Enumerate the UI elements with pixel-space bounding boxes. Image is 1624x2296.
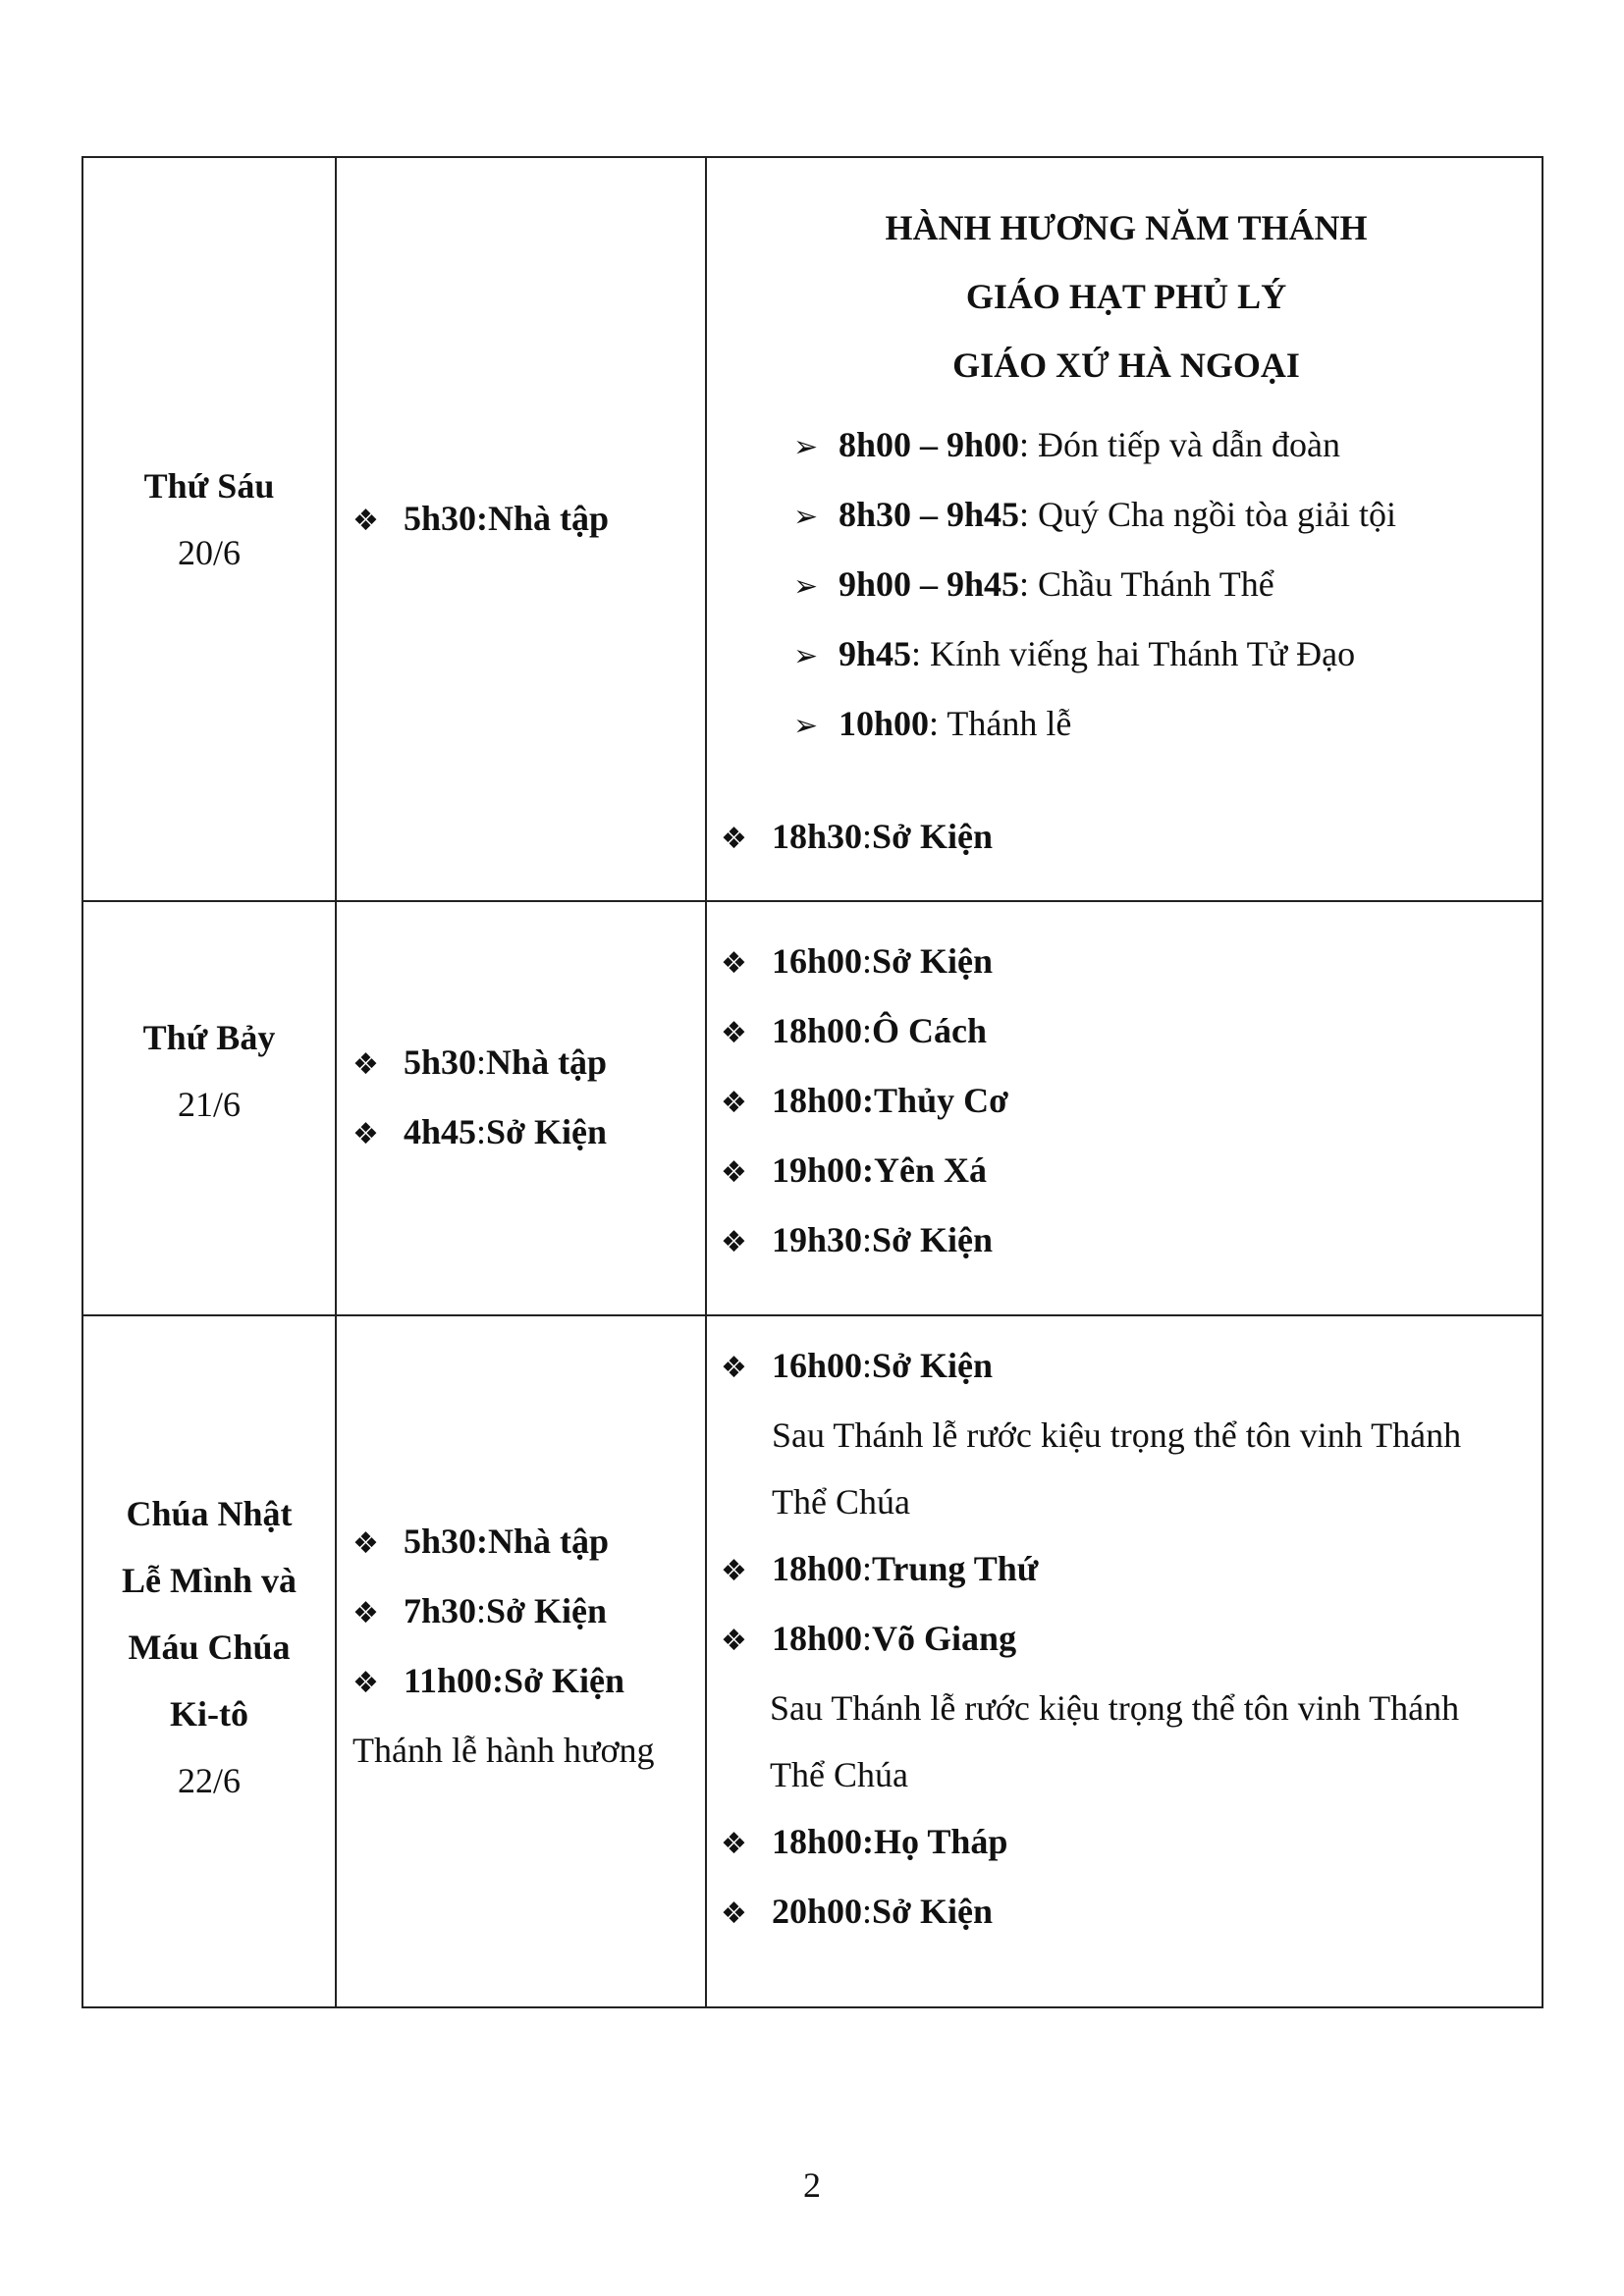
list-item: ❖ 5h30 : Nhà tập	[352, 485, 705, 555]
mass-note: Thánh lễ hành hương	[352, 1731, 655, 1770]
diamond-bullet-icon: ❖	[721, 1224, 747, 1259]
list-item: ❖ 5h30 : Nhà tập	[352, 1029, 705, 1098]
day-cell	[82, 901, 336, 1315]
list-item: ❖ 18h30 : Sở Kiện	[721, 803, 1532, 873]
day-date: 21/6	[177, 1085, 241, 1124]
day-cell	[82, 1315, 336, 2007]
day-date: 22/6	[177, 1760, 241, 1800]
table-row	[82, 157, 1543, 901]
morning-cell	[336, 157, 706, 901]
day-name-line: Máu Chúa	[128, 1627, 291, 1667]
arrowhead-bullet-icon: ➢	[793, 500, 819, 534]
diamond-bullet-icon: ❖	[721, 1154, 747, 1190]
list-item: ❖ 5h30 : Nhà tập	[352, 1508, 705, 1577]
arrowhead-bullet-icon: ➢	[793, 569, 819, 604]
day-cell	[82, 157, 336, 901]
list-item: ❖ 18h00 : Ô Cách	[721, 997, 1532, 1067]
list-item: ❖ 16h00 : Sở Kiện	[721, 928, 1532, 997]
list-item: ❖ 4h45 : Sở Kiện	[352, 1098, 705, 1168]
diamond-bullet-icon: ❖	[721, 1085, 747, 1120]
diamond-bullet-icon: ❖	[721, 1827, 747, 1861]
list-item: ➢ 9h45 : Kính viếng hai Thánh Tử Đạo	[793, 620, 1532, 690]
list-item: ➢ 8h30 – 9h45 : Quý Cha ngồi tòa giải tội	[793, 481, 1532, 551]
diamond-bullet-icon: ❖	[721, 822, 747, 856]
procession-note: Sau Thánh lễ rước kiệu trọng thể tôn vinh Thánh Thể Chúa	[772, 1415, 1462, 1522]
diamond-bullet-icon: ❖	[721, 945, 747, 981]
day-name-line: Chúa Nhật	[126, 1493, 293, 1533]
diamond-bullet-icon: ❖	[721, 1624, 747, 1658]
day-name-line: Lễ Mình và	[121, 1560, 297, 1600]
diamond-bullet-icon: ❖	[352, 1117, 379, 1151]
list-item: ❖ 19h30 : Sở Kiện	[721, 1206, 1532, 1276]
diamond-bullet-icon: ❖	[352, 1596, 379, 1630]
list-item: ➢ 8h00 – 9h00 : Đón tiếp và dẫn đoàn	[793, 411, 1532, 481]
arrowhead-bullet-icon: ➢	[793, 709, 819, 743]
day-name: Thứ Bảy	[142, 1018, 276, 1057]
list-item: ❖ 18h00 : Họ Tháp	[721, 1808, 1532, 1878]
schedule-table	[81, 156, 1543, 2008]
list-item: ❖ 16h00 : Sở Kiện	[721, 1332, 1532, 1402]
list-item: ➢ 9h00 – 9h45 : Chầu Thánh Thể	[793, 551, 1532, 620]
diamond-bullet-icon: ❖	[721, 1554, 747, 1588]
pilgrimage-program	[721, 411, 1532, 760]
diamond-bullet-icon: ❖	[352, 1047, 379, 1082]
table-row	[82, 1315, 1543, 2007]
diamond-bullet-icon: ❖	[721, 1015, 747, 1050]
diamond-bullet-icon: ❖	[352, 503, 379, 538]
day-name-line: Ki-tô	[170, 1693, 248, 1734]
table-row	[82, 901, 1543, 1315]
arrowhead-bullet-icon: ➢	[793, 430, 819, 464]
day-date: 20/6	[177, 533, 241, 572]
page-number: 2	[803, 2165, 821, 2205]
diamond-bullet-icon: ❖	[721, 1896, 747, 1931]
list-item: ❖ 18h00 : Thủy Cơ	[721, 1067, 1532, 1137]
list-item: ❖ 20h00 : Sở Kiện	[721, 1878, 1532, 1948]
evening-cell	[706, 901, 1543, 1315]
day-name: Thứ Sáu	[143, 466, 275, 506]
procession-note: Sau Thánh lễ rước kiệu trọng thể tôn vinh Thánh Thể Chúa	[770, 1688, 1460, 1794]
pilgrimage-heading: HÀNH HƯƠNG NĂM THÁNH GIÁO HẠT PHỦ LÝ GIÁO XỨ HÀ NGOẠI	[885, 208, 1368, 385]
list-item: ❖ 7h30 : Sở Kiện	[352, 1577, 705, 1647]
morning-cell	[336, 901, 706, 1315]
list-item: ➢ 10h00 : Thánh lễ	[793, 690, 1532, 760]
diamond-bullet-icon: ❖	[721, 1351, 747, 1385]
list-item: ❖ 18h00 : Trung Thứ	[721, 1535, 1532, 1605]
evening-cell	[706, 1315, 1543, 2007]
diamond-bullet-icon: ❖	[352, 1526, 379, 1561]
arrowhead-bullet-icon: ➢	[793, 639, 819, 673]
diamond-bullet-icon: ❖	[352, 1666, 379, 1700]
list-item: ❖ 19h00 : Yên Xá	[721, 1137, 1532, 1206]
list-item: ❖ 11h00 : Sở Kiện	[352, 1647, 705, 1717]
list-item: ❖ 18h00 : Võ Giang	[721, 1605, 1532, 1675]
morning-cell	[336, 1315, 706, 2007]
evening-cell	[706, 157, 1543, 901]
